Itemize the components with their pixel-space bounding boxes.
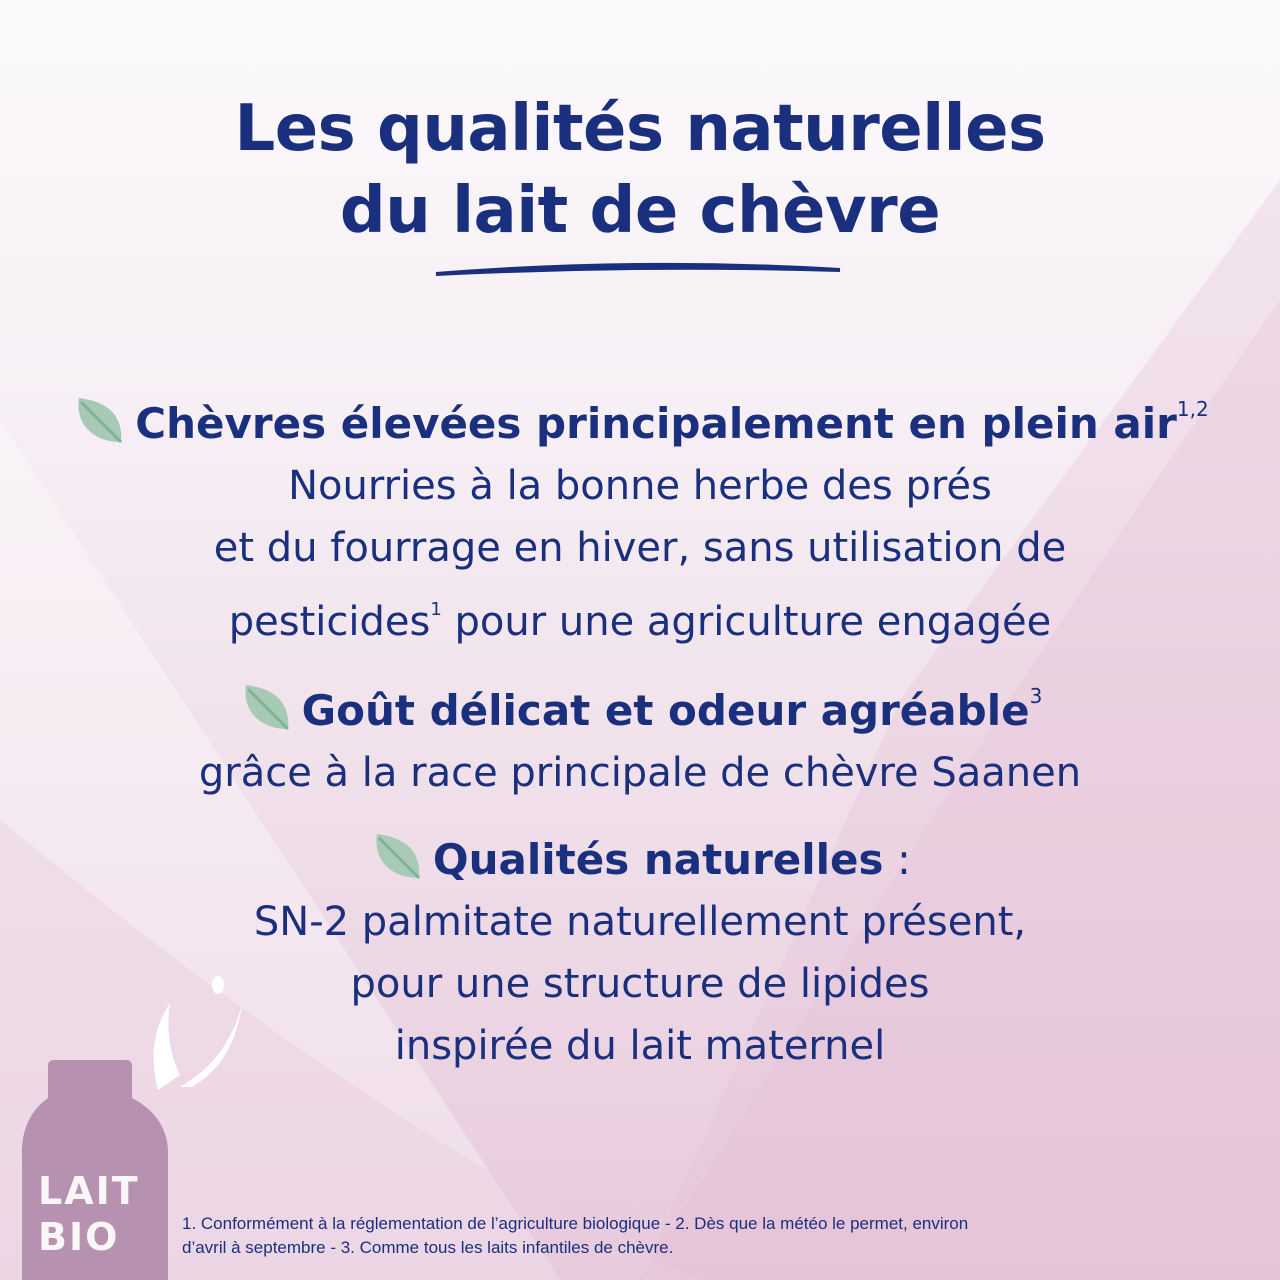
section-heading — [0, 378, 1280, 455]
footnote-ref: 1 — [430, 599, 442, 620]
heading-colon: : — [883, 835, 912, 884]
title-line-1: Les qualités naturelles — [234, 92, 1046, 166]
leaf-icon — [369, 828, 425, 884]
heading-text: Goût délicat et odeur agréable — [301, 686, 1030, 735]
badge-line-1: LAIT — [38, 1169, 140, 1213]
footnote-line: d’avril à septembre - 3. Comme tous les laits infantiles de chèvre. — [182, 1238, 674, 1257]
body-line: et du fourrage en hiver, sans utilisation de — [213, 525, 1067, 571]
title-line-2: du lait de chèvre — [339, 174, 941, 248]
section-heading — [0, 828, 1280, 891]
body-line: Nourries à la bonne herbe des prés — [288, 463, 992, 509]
title-underline — [432, 256, 844, 282]
heading-text: Qualités naturelles — [432, 835, 884, 884]
section-taste — [0, 665, 1280, 804]
section-heading — [0, 665, 1280, 742]
footnotes — [182, 1212, 1272, 1260]
lait-bio-badge — [38, 1168, 148, 1260]
leaf-icon — [238, 679, 294, 735]
body-text: pesticides — [228, 599, 431, 645]
badge-line-2: BIO — [38, 1215, 120, 1259]
footnote-line: 1. Conformément à la réglementation de l’agriculture biologique - 2. Dès que la météo le permet, environ — [182, 1214, 969, 1233]
heading-text: Chèvres élevées principalement en plein air — [135, 399, 1177, 448]
footnote-ref: 1,2 — [1176, 397, 1209, 421]
body-text: pour une agriculture engagée — [441, 599, 1052, 645]
body-line: SN-2 palmitate naturellement présent, — [253, 899, 1027, 945]
body-line: pour une structure de lipides — [350, 961, 930, 1007]
leaf-icon — [71, 392, 127, 448]
footnote-ref: 3 — [1029, 684, 1043, 708]
page-title — [0, 88, 1280, 252]
section-outdoor-goats — [0, 378, 1280, 653]
body-line: grâce à la race principale de chèvre Saanen — [198, 750, 1082, 796]
body-line: inspirée du lait maternel — [394, 1023, 886, 1069]
body-line — [0, 579, 1280, 653]
